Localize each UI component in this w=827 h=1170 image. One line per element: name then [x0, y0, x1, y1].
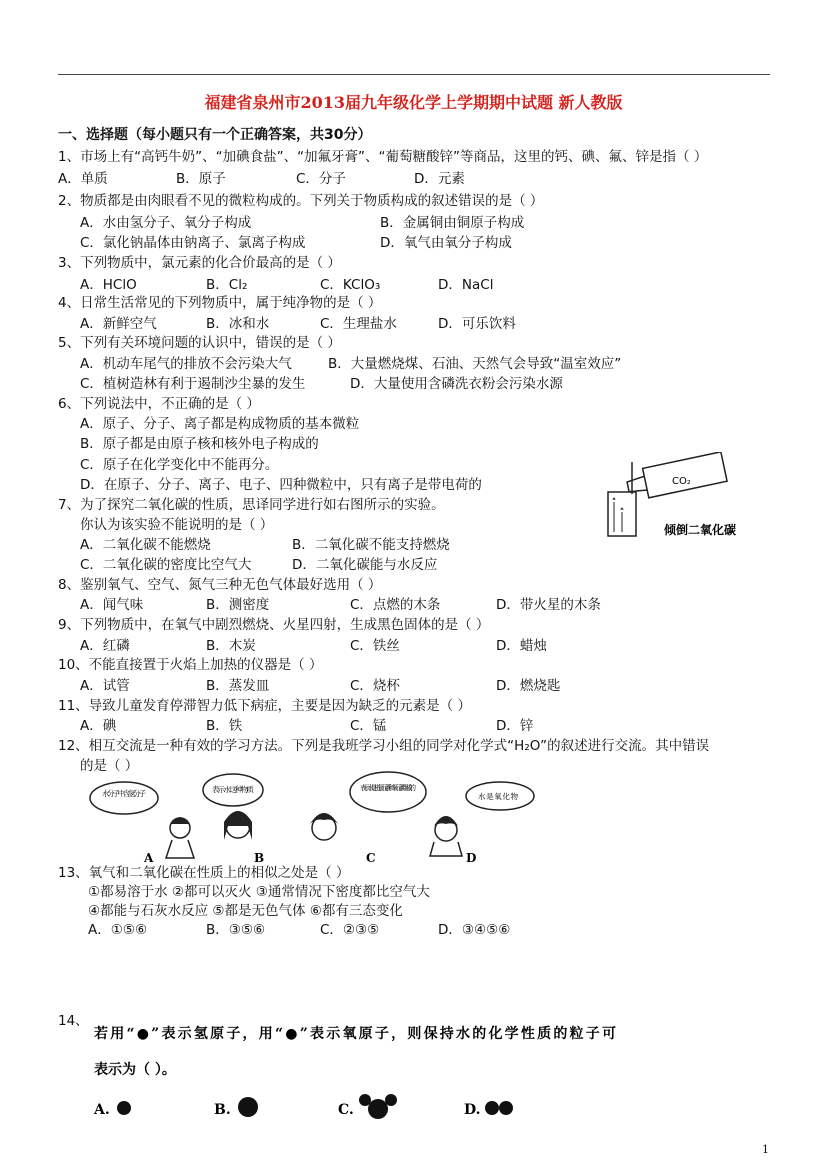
bubble-b-text: 表示水这种物质: [212, 785, 254, 794]
q11-option-d[interactable]: D．锌: [496, 718, 534, 734]
q10-option-c[interactable]: C．烧杯: [350, 678, 400, 694]
header-rule: [58, 74, 770, 75]
bubble-a-text: 水分子中含氢分子: [102, 789, 146, 798]
q6-option-a[interactable]: A．原子、分子、离子都是构成物质的基本微粒: [80, 416, 360, 432]
q3-option-d[interactable]: D．NaCl: [438, 277, 494, 293]
question-8-stem: 8、鉴别氧气、空气、氮气三种无色气体最好选用（ ）: [58, 577, 382, 593]
q5-option-d[interactable]: D．大量使用含磷洗衣粉会污染水源: [350, 376, 563, 392]
q13-option-d[interactable]: D．③④⑤⑥: [438, 922, 511, 938]
question-4-stem: 4、日常生活常见的下列物质中，属于纯净物的是（ ）: [58, 295, 382, 311]
question-10-stem: 10、不能直接置于火焰上加热的仪器是（ ）: [58, 657, 323, 673]
fig14-label-c: C.: [338, 1102, 354, 1118]
q6-option-c[interactable]: C．原子在化学变化中不能再分。: [80, 457, 279, 473]
question-12-stem: 12、相互交流是一种有效的学习方法。下列是我班学习小组的同学对化学式“H₂O”的叙述进行交流。其中错误: [58, 738, 710, 754]
q9-option-c[interactable]: C．铁丝: [350, 638, 400, 654]
question-11-stem: 11、导致儿童发育停滞智力低下病症，主要是因为缺乏的元素是（ ）: [58, 698, 471, 714]
water-molecule-figure: [88, 1022, 628, 1122]
q11-option-a[interactable]: A．碘: [80, 718, 117, 734]
fig12-label-a: A: [144, 851, 154, 865]
q4-option-c[interactable]: C．生理盐水: [320, 316, 397, 332]
q5-option-c[interactable]: C．植树造林有利于遏制沙尘暴的发生: [80, 376, 306, 392]
q9-option-d[interactable]: D．蜡烛: [496, 638, 547, 654]
q4-option-b[interactable]: B．冰和水: [206, 316, 270, 332]
question-6-stem: 6、下列说法中，不正确的是（ ）: [58, 396, 260, 412]
q8-option-a[interactable]: A．闻气味: [80, 597, 144, 613]
q13-option-a[interactable]: A．①⑤⑥: [88, 922, 148, 938]
q10-option-d[interactable]: D．燃烧匙: [496, 678, 561, 694]
question-1-stem: 1、市场上有“高钙牛奶”、“加碘食盐”、“加氟牙膏”、“葡萄糖酸锌”等商品，这里的钙、碘、氟、锌是指（ ）: [58, 149, 708, 165]
q1-option-d[interactable]: D．元素: [414, 171, 465, 187]
water-molecule-icon[interactable]: [359, 1094, 397, 1119]
question-13-stem: 13、氧气和二氧化碳在性质上的相似之处是（ ）: [58, 865, 350, 881]
question-13-stem-3: ④都能与石灰水反应 ⑤都是无色气体 ⑥都有三态变化: [88, 903, 403, 919]
q8-option-d[interactable]: D．带火星的木条: [496, 597, 601, 613]
q1-option-a[interactable]: A．单质: [58, 171, 108, 187]
q3-option-a[interactable]: A．HClO: [80, 277, 137, 293]
q6-option-b[interactable]: B．原子都是由原子核和核外电子构成的: [80, 436, 319, 452]
fig14-line2: 表示为（ ）。: [94, 1062, 176, 1078]
q7-option-c[interactable]: C．二氧化碳的密度比空气大: [80, 557, 252, 573]
question-13-stem-2: ①都易溶于水 ②都可以灭火 ③通常情况下密度都比空气大: [88, 884, 430, 900]
question-12-stem-2: 的是（ ）: [80, 758, 139, 774]
q1-option-c[interactable]: C．分子: [296, 171, 346, 187]
q10-option-a[interactable]: A．试管: [80, 678, 130, 694]
hydrogen-molecule-icon[interactable]: [485, 1101, 513, 1115]
q11-option-c[interactable]: C．锰: [350, 718, 387, 734]
q2-option-b[interactable]: B．金属铜由铜原子构成: [380, 215, 525, 231]
fig14-label-b: B.: [214, 1102, 231, 1118]
fig12-label-b: B: [254, 851, 265, 865]
fig14-line1: 若用“●”表示氢原子，用“●”表示氧原子，则保持水的化学性质的粒子可: [94, 1026, 616, 1042]
q10-option-b[interactable]: B．蒸发皿: [206, 678, 270, 694]
q7-option-d[interactable]: D．二氧化碳能与水反应: [292, 557, 438, 573]
co2-label: CO₂: [672, 476, 691, 487]
page-title: 福建省泉州市2013届九年级化学上学期期中试题 新人教版: [204, 93, 623, 112]
q2-option-d[interactable]: D．氧气由氧分子构成: [380, 235, 512, 251]
oxygen-atom-icon[interactable]: [238, 1097, 258, 1117]
q8-option-b[interactable]: B．测密度: [206, 597, 270, 613]
q5-option-a[interactable]: A．机动车尾气的排放不会污染大气: [80, 356, 292, 372]
q5-option-b[interactable]: B．大量燃烧煤、石油、天然气会导致“温室效应”: [328, 356, 622, 372]
q7-option-b[interactable]: B．二氧化碳不能支持燃烧: [292, 537, 450, 553]
question-7-stem-2: 你认为该实验不能说明的是（ ）: [80, 517, 274, 533]
q9-option-a[interactable]: A．红磷: [80, 638, 130, 654]
q2-option-a[interactable]: A．水由氢分子、氧分子构成: [80, 215, 252, 231]
q2-option-c[interactable]: C．氯化钠晶体由钠离子、氯离子构成: [80, 235, 306, 251]
hydrogen-atom-icon[interactable]: [117, 1101, 131, 1115]
question-9-stem: 9、下列物质中，在氧气中剧烈燃烧、火星四射，生成黑色固体的是（ ）: [58, 617, 490, 633]
q4-option-d[interactable]: D．可乐饮料: [438, 316, 516, 332]
question-2-stem: 2、物质都是由肉眼看不见的微粒构成的。下列关于物质构成的叙述错误的是（ ）: [58, 193, 544, 209]
fig12-label-c: C: [366, 851, 376, 865]
q9-option-b[interactable]: B．木炭: [206, 638, 256, 654]
q11-option-b[interactable]: B．铁: [206, 718, 243, 734]
question-3-stem: 3、下列物质中，氯元素的化合价最高的是（ ）: [58, 255, 341, 271]
section-heading: 一、选择题（每小题只有一个正确答案，共30分）: [58, 127, 372, 143]
bubble-d-text: 水是氧化物: [478, 792, 518, 801]
q1-option-b[interactable]: B．原子: [176, 171, 226, 187]
q7-option-a[interactable]: A．二氧化碳不能燃烧: [80, 537, 211, 553]
q6-option-d[interactable]: D．在原子、分子、离子、电子、四种微粒中，只有离子是带电荷的: [80, 477, 482, 493]
fig14-label-d: D.: [464, 1102, 481, 1118]
q8-option-c[interactable]: C．点燃的木条: [350, 597, 441, 613]
question-5-stem: 5、下列有关环境问题的认识中，错误的是（ ）: [58, 335, 341, 351]
question-7-stem: 7、为了探究二氧化碳的性质，思译同学进行如右图所示的实验。: [58, 497, 445, 513]
fig12-label-d: D: [466, 851, 477, 865]
co2-pouring-figure: [604, 452, 754, 542]
fig7-caption: 倾倒二氧化碳: [664, 523, 737, 537]
discussion-figure: [88, 770, 538, 865]
q13-option-b[interactable]: B．③⑤⑥: [206, 922, 266, 938]
q13-option-c[interactable]: C．②③⑤: [320, 922, 380, 938]
q3-option-c[interactable]: C．KClO₃: [320, 277, 381, 293]
q3-option-b[interactable]: B．Cl₂: [206, 277, 248, 293]
question-14-stem: 14、: [58, 1013, 89, 1029]
fig14-label-a: A.: [94, 1102, 110, 1118]
bubble-c-text: 表示水是由氢元素和氧元素组成的: [360, 784, 416, 792]
q4-option-a[interactable]: A．新鲜空气: [80, 316, 157, 332]
page-number: 1: [762, 1143, 769, 1156]
